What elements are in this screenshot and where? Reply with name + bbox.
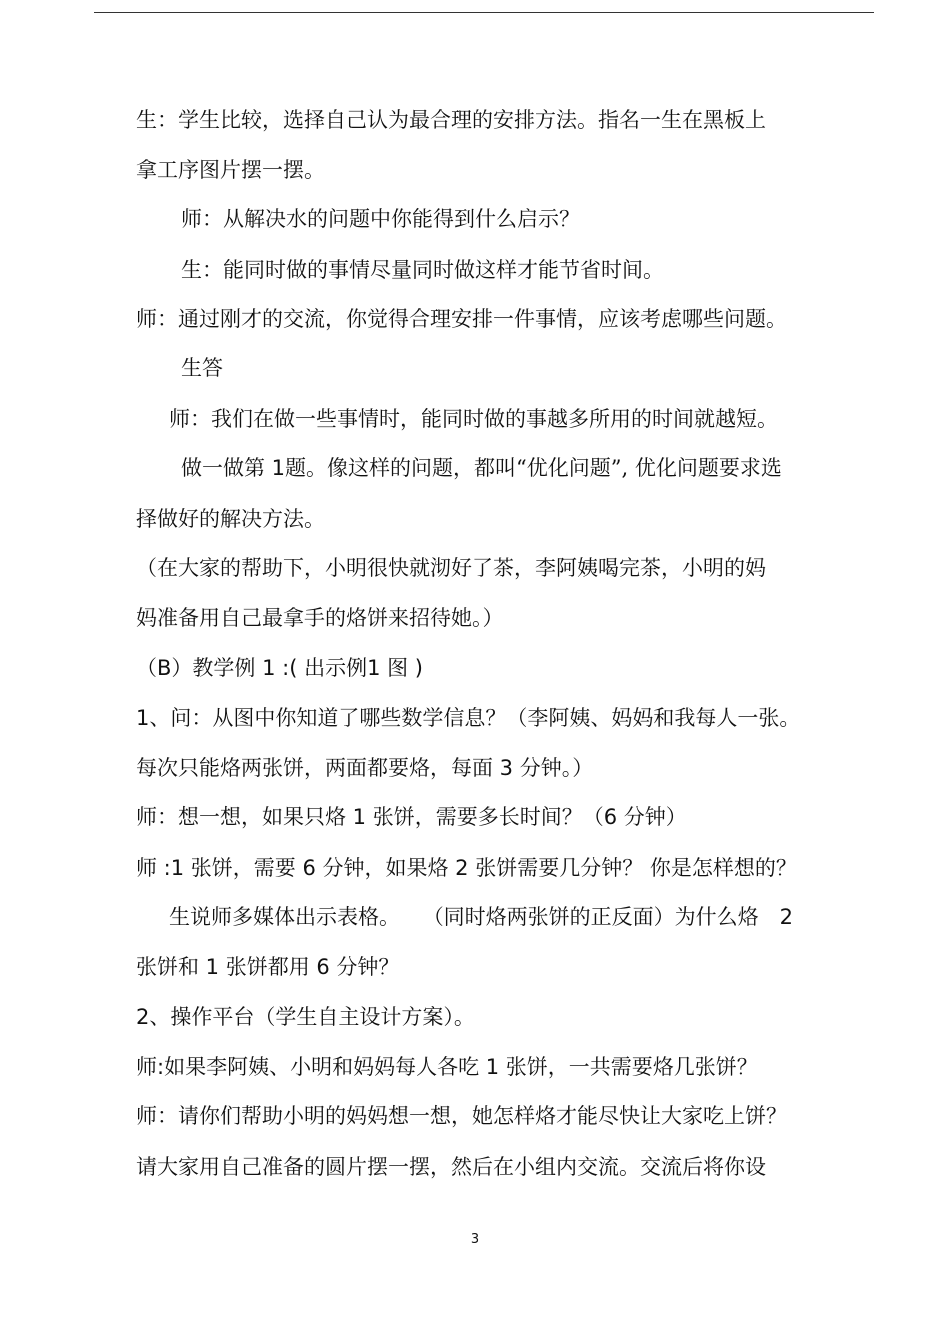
text-segment: 生说师多媒体出示表格。	[169, 905, 400, 929]
text-line	[169, 903, 793, 931]
text-line	[181, 256, 664, 284]
text-line	[136, 754, 593, 782]
text-segment: 分钟。）	[513, 756, 594, 780]
text-line	[181, 205, 580, 233]
text-segment: 师：从解决水的问题中你能得到什么启示？	[181, 207, 580, 231]
text-line	[136, 654, 423, 682]
text-segment: （B）	[136, 656, 193, 680]
text-segment: 2	[136, 1005, 150, 1029]
text-line	[169, 405, 778, 433]
text-segment: 师 :1 张饼，需要 6 分钟，如果烙 2 张饼需要几分钟？ 你是怎样想的？	[136, 856, 797, 880]
text-segment: 师：我们在做一些事情时，能同时做的事越多所用的时间就越短。	[169, 407, 778, 431]
page-number: 3	[470, 1232, 480, 1247]
text-line	[136, 156, 325, 184]
text-segment: 择做好的解决方法。	[136, 507, 325, 531]
text-segment: 题。像这样的问题，都叫“优化问题”,	[285, 456, 629, 480]
text-line	[136, 106, 766, 134]
text-segment: 、问：从图中你知道了哪些数学信息？（李阿姨、妈妈和我每人一张。	[149, 706, 801, 730]
text-line	[136, 1053, 758, 1081]
text-segment: 师：通过刚才的交流，你觉得合理安排一件事情，应该考虑哪些问题。	[136, 307, 787, 331]
text-line	[136, 953, 399, 981]
text-segment: 张饼和 1 张饼都用 6 分钟？	[136, 955, 400, 979]
header-rule	[94, 12, 874, 13]
text-line	[136, 505, 325, 533]
text-segment: 师:	[136, 1055, 165, 1079]
text-line	[136, 803, 687, 831]
text-segment: 如果李阿姨、小明和妈妈每人各吃 1 张饼，一共需要烙几张饼？	[164, 1055, 758, 1079]
text-segment: 、操作平台（学生自主设计方案）。	[149, 1005, 475, 1029]
text-segment: 妈准备用自己最拿手的烙饼来招待她。）	[136, 606, 504, 630]
text-segment: 师：想一想，如果只烙 1 张饼，需要多长时间？（6 分钟）	[136, 805, 687, 829]
text-segment: 每次只能烙两张饼，两面都要烙，每面 3	[136, 756, 514, 780]
text-segment: 1	[136, 706, 150, 730]
text-segment: （在大家的帮助下，小明很快就沏好了茶，李阿姨喝完茶，小明的妈	[136, 556, 766, 580]
text-line	[181, 354, 223, 382]
text-segment: 做一做第 1	[181, 456, 286, 480]
text-line	[136, 704, 800, 732]
text-line	[136, 305, 787, 333]
text-segment: 优化问题要求选	[628, 456, 782, 480]
text-segment: 拿工序图片摆一摆。	[136, 158, 325, 182]
text-segment: 生：能同时做的事情尽量同时做这样才能节省时间。	[181, 258, 664, 282]
text-segment: 教学例 1 :	[192, 656, 290, 680]
text-line	[136, 1153, 766, 1181]
text-line	[136, 554, 766, 582]
text-line	[136, 1003, 475, 1031]
text-line	[181, 454, 782, 482]
text-line	[136, 1102, 787, 1130]
text-segment: ( 出示例1 图 )	[289, 656, 423, 680]
text-line	[136, 854, 797, 882]
text-segment: 师：请你们帮助小明的妈妈想一想，她怎样烙才能尽快让大家吃上饼？	[136, 1104, 787, 1128]
text-segment: 请大家用自己准备的圆片摆一摆，然后在小组内交流。交流后将你设	[136, 1155, 766, 1179]
text-segment: （同时烙两张饼的正反面）为什么烙 2	[422, 905, 794, 929]
text-line	[136, 604, 504, 632]
text-segment: 生答	[181, 356, 223, 380]
text-segment: 生：学生比较，选择自己认为最合理的安排方法。指名一生在黑板上	[136, 108, 766, 132]
